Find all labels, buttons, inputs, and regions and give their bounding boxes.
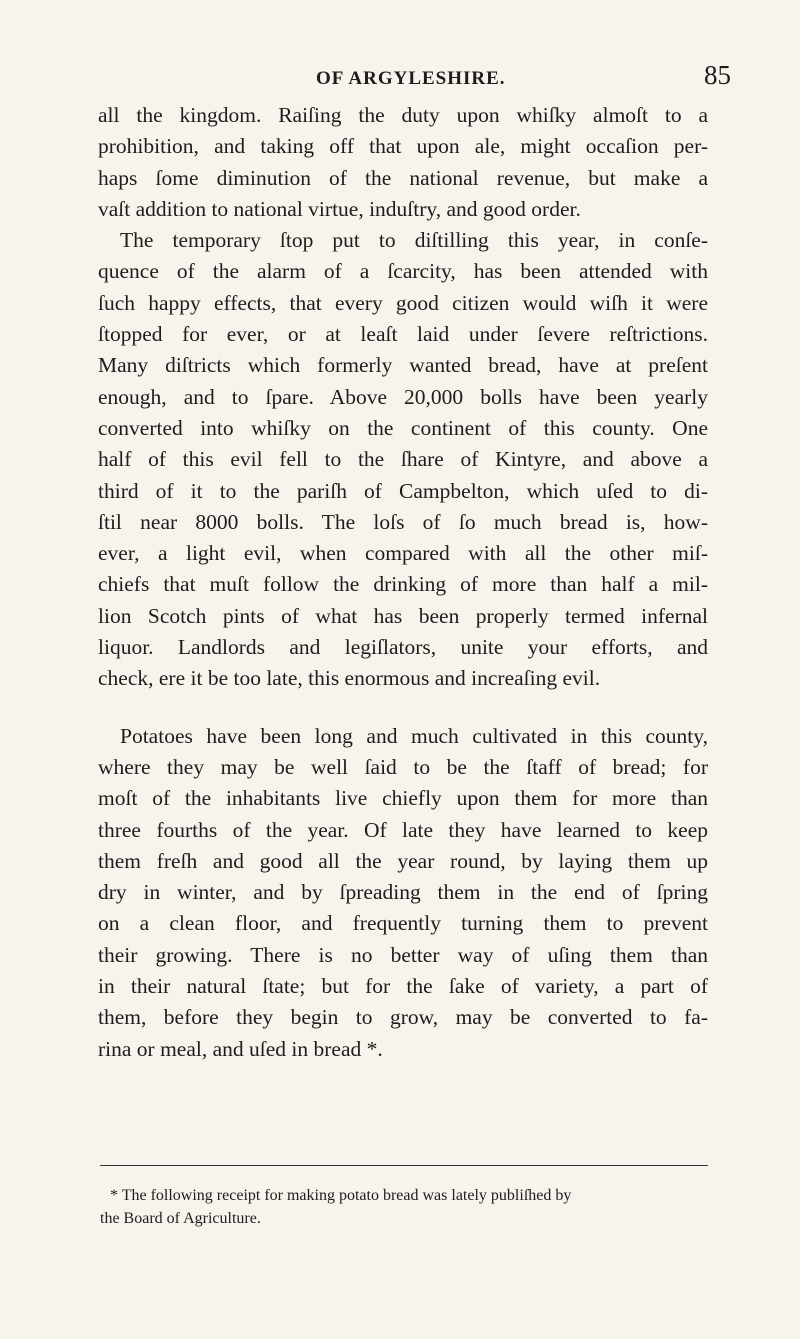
text-line: check, ere it be too late, this enormous and increaſing evil. bbox=[98, 666, 601, 691]
text-line: where they may be well ſaid to be the ſtaff of bread; for bbox=[98, 754, 708, 779]
text-line: them freſh and good all the year round, by laying them up bbox=[98, 848, 708, 873]
text-line: ſtil near 8000 bolls. The loſs of ſo much bread is, how- bbox=[98, 509, 708, 534]
text-line: ever, a light evil, when compared with all the other miſ- bbox=[98, 541, 708, 566]
text-line: moſt of the inhabitants live chiefly upon them for more than bbox=[98, 786, 708, 811]
footnote-line: * The following receipt for making potato bread was lately publiſhed by bbox=[110, 1187, 572, 1204]
text-line: them, before they begin to grow, may be converted to fa- bbox=[98, 1005, 708, 1030]
text-line: enough, and to ſpare. Above 20,000 bolls have been yearly bbox=[98, 384, 708, 409]
text-line: The temporary ſtop put to diſtilling this year, in conſe- bbox=[120, 228, 708, 253]
text-line: Many diſtricts which formerly wanted bread, have at preſent bbox=[98, 353, 708, 378]
text-line: liquor. Landlords and legiſlators, unite your efforts, and bbox=[98, 635, 708, 660]
page-number: 85 bbox=[704, 60, 731, 90]
body-text bbox=[98, 100, 708, 1065]
running-head bbox=[0, 58, 800, 98]
text-line: converted into whiſky on the continent of this county. One bbox=[98, 415, 708, 440]
footnote-line: the Board of Agriculture. bbox=[100, 1210, 261, 1227]
footnote-rule bbox=[100, 1165, 708, 1166]
text-line: ſuch happy effects, that every good citizen would wiſh it were bbox=[98, 290, 708, 315]
text-line: on a clean floor, and frequently turning them to prevent bbox=[98, 911, 708, 936]
paragraph-gap bbox=[98, 695, 708, 721]
text-line: Potatoes have been long and much cultivated in this county, bbox=[120, 723, 708, 748]
text-line: quence of the alarm of a ſcarcity, has been attended with bbox=[98, 259, 708, 284]
text-line: lion Scotch pints of what has been properly termed infernal bbox=[98, 603, 708, 628]
text-line: three fourths of the year. Of late they have learned to keep bbox=[98, 817, 708, 842]
footnote bbox=[100, 1184, 706, 1230]
text-line: in their natural ſtate; but for the ſake of variety, a part of bbox=[98, 974, 708, 999]
text-line: haps ſome diminution of the national revenue, but make a bbox=[98, 165, 708, 190]
text-line: dry in winter, and by ſpreading them in the end of ſpring bbox=[98, 880, 708, 905]
running-title: OF ARGYLESHIRE. bbox=[316, 68, 506, 89]
text-line: rina or meal, and uſed in bread *. bbox=[98, 1036, 383, 1061]
text-line: prohibition, and taking off that upon ale, might occaſion per- bbox=[98, 134, 708, 159]
text-line: vaſt addition to national virtue, induſtry, and good order. bbox=[98, 196, 581, 221]
text-line: their growing. There is no better way of uſing them than bbox=[98, 942, 708, 967]
text-line: half of this evil fell to the ſhare of Kintyre, and above a bbox=[98, 447, 708, 472]
text-line: third of it to the pariſh of Campbelton, which uſed to di- bbox=[98, 478, 708, 503]
text-line: all the kingdom. Raiſing the duty upon whiſky almoſt to a bbox=[98, 103, 708, 127]
text-line: chiefs that muſt follow the drinking of more than half a mil- bbox=[98, 572, 708, 597]
text-line: ſtopped for ever, or at leaſt laid under ſevere reſtrictions. bbox=[98, 322, 708, 347]
